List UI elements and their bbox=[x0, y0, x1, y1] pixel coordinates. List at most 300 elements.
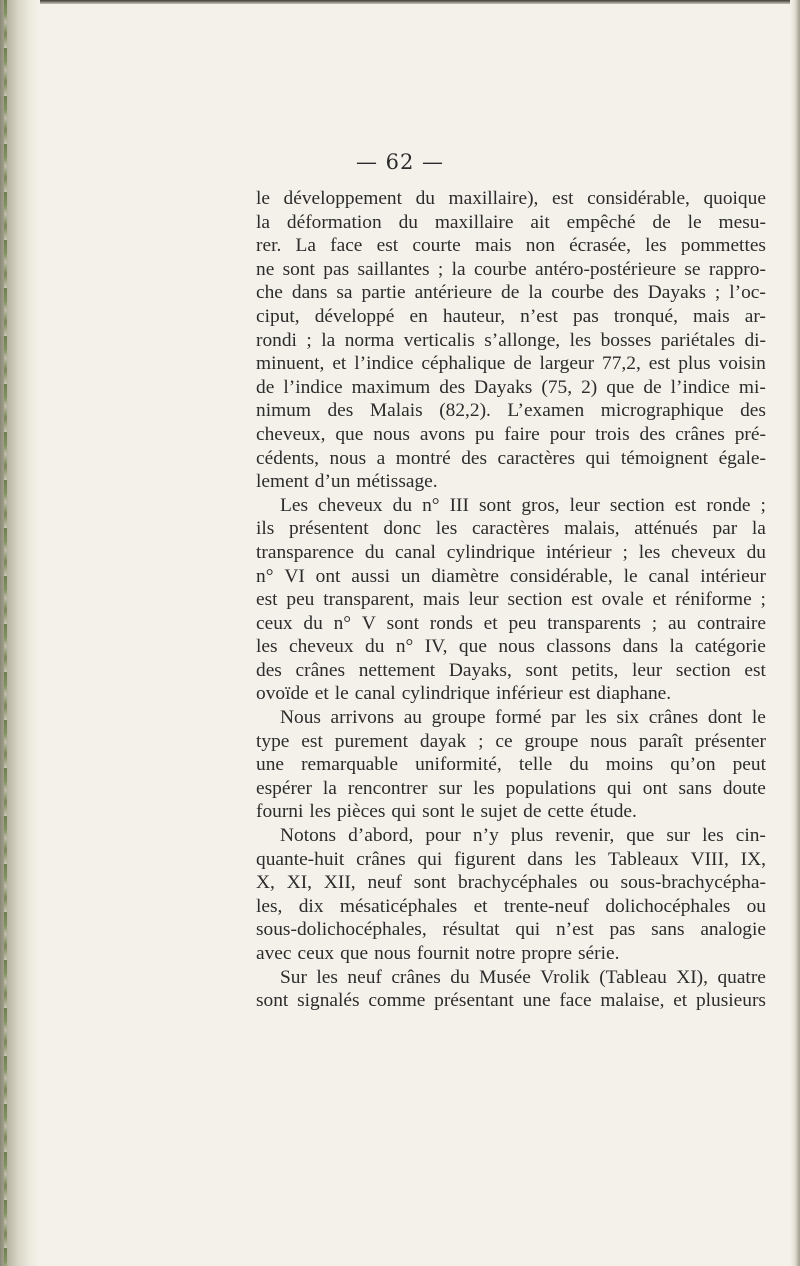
word: nous bbox=[329, 447, 367, 469]
word: leur bbox=[468, 589, 499, 611]
word: présentent bbox=[289, 518, 369, 540]
word: courbe bbox=[551, 282, 605, 304]
word: les bbox=[569, 329, 592, 351]
word: du bbox=[364, 541, 385, 563]
word: ont bbox=[642, 777, 668, 799]
word: s’allonge, bbox=[484, 329, 561, 351]
word: mais bbox=[423, 589, 460, 611]
word: Malais bbox=[369, 400, 423, 422]
word: nous bbox=[374, 943, 411, 964]
word: est bbox=[376, 235, 399, 257]
text-line bbox=[256, 399, 766, 423]
text-line bbox=[256, 470, 766, 494]
word: X, bbox=[256, 872, 275, 894]
word: nettement bbox=[358, 659, 436, 681]
word: dans bbox=[291, 282, 328, 304]
word: analogie bbox=[700, 919, 766, 941]
word: cin- bbox=[735, 825, 766, 847]
word: n’est bbox=[520, 305, 558, 327]
word: largeur bbox=[539, 353, 595, 375]
text-line bbox=[256, 211, 766, 235]
word: ne bbox=[256, 258, 275, 280]
word: mi- bbox=[738, 376, 766, 398]
word: que bbox=[458, 636, 487, 658]
word: est bbox=[568, 683, 591, 705]
word: est bbox=[551, 188, 574, 209]
word: le bbox=[751, 707, 766, 729]
word: les bbox=[256, 636, 278, 658]
word: qui bbox=[515, 919, 541, 941]
word: crânes bbox=[675, 423, 725, 445]
word: mais bbox=[693, 305, 730, 327]
word: au bbox=[403, 707, 422, 729]
text-line bbox=[256, 800, 766, 824]
word: 77,2, bbox=[602, 353, 641, 375]
word: qu’on bbox=[670, 754, 716, 776]
word: leur bbox=[632, 659, 663, 681]
word: XI, bbox=[286, 872, 313, 894]
word: les bbox=[316, 966, 338, 988]
word: nous bbox=[373, 423, 410, 445]
word: l’indice bbox=[283, 376, 343, 398]
word: que bbox=[626, 825, 655, 847]
word: ; bbox=[714, 282, 721, 304]
word: intérieur bbox=[700, 565, 766, 587]
word: la bbox=[321, 329, 336, 351]
word: crânes bbox=[295, 659, 346, 681]
word: le bbox=[687, 211, 702, 233]
word: Nous bbox=[280, 707, 321, 729]
word: de bbox=[501, 282, 520, 304]
word: fourni bbox=[256, 801, 304, 823]
word: les bbox=[473, 777, 495, 799]
word: doute bbox=[722, 777, 766, 799]
text-line bbox=[256, 329, 766, 353]
word: par bbox=[712, 518, 738, 540]
word: face bbox=[330, 235, 363, 257]
word: intérieur bbox=[545, 541, 612, 563]
word: comme bbox=[368, 990, 426, 1012]
word: et bbox=[473, 895, 488, 917]
word: des bbox=[612, 282, 639, 304]
word: caractères bbox=[471, 518, 550, 540]
word: di- bbox=[744, 329, 766, 351]
word: n° bbox=[422, 494, 440, 516]
word: dolichocéphales bbox=[605, 895, 731, 917]
word: sur bbox=[666, 825, 691, 847]
word: ceux bbox=[297, 943, 335, 964]
word: maximum bbox=[351, 376, 431, 398]
word: espérer bbox=[256, 777, 312, 799]
word: partie bbox=[361, 282, 406, 304]
page-right-edge bbox=[790, 0, 800, 1266]
word: est bbox=[648, 353, 671, 375]
word: le bbox=[623, 565, 638, 587]
word: pour bbox=[425, 825, 461, 847]
text-line bbox=[256, 753, 766, 777]
word: sont bbox=[422, 801, 455, 823]
word: groupe bbox=[431, 707, 486, 729]
word: en bbox=[409, 305, 428, 327]
word: diamètre bbox=[431, 565, 500, 587]
word: maxillaire bbox=[434, 211, 514, 233]
word: XII, bbox=[323, 872, 356, 894]
word: montré bbox=[395, 447, 451, 469]
word: déformation bbox=[286, 211, 382, 233]
word: égale- bbox=[718, 447, 766, 469]
word: antéro-postérieure bbox=[535, 258, 677, 280]
word: inférieur bbox=[496, 683, 563, 705]
word: et bbox=[314, 683, 329, 705]
word: cheveux bbox=[288, 636, 354, 658]
word: rer. bbox=[256, 235, 282, 257]
word: saillantes bbox=[357, 258, 430, 280]
word: brachycéphales bbox=[457, 872, 578, 894]
word: sous-dolichocéphales, bbox=[256, 919, 427, 941]
word: Dayaks bbox=[474, 376, 533, 398]
word: sans bbox=[651, 919, 685, 941]
word: ; bbox=[760, 494, 766, 516]
text-line bbox=[256, 588, 766, 612]
word: une bbox=[256, 754, 284, 776]
word: signalés bbox=[297, 990, 360, 1012]
text-line bbox=[256, 423, 766, 447]
word: cylindrique bbox=[446, 541, 536, 563]
text-line bbox=[256, 565, 766, 589]
word: d’abord, bbox=[348, 825, 414, 847]
text-line bbox=[256, 258, 766, 282]
word: témoignent bbox=[620, 447, 709, 469]
word: dayak bbox=[419, 730, 467, 752]
word: des bbox=[439, 376, 466, 398]
word: les bbox=[574, 848, 597, 870]
word: pariétales bbox=[660, 329, 735, 351]
word: ovoïde bbox=[256, 683, 309, 705]
word: rondi bbox=[256, 329, 297, 351]
word: fournit bbox=[416, 943, 470, 964]
word: ciput, bbox=[256, 305, 300, 327]
text-line bbox=[256, 682, 766, 706]
word: notre bbox=[475, 943, 516, 964]
word: courbe bbox=[473, 258, 527, 280]
word: ceux bbox=[256, 612, 293, 634]
word: maxillaire), bbox=[448, 188, 539, 209]
word: de bbox=[643, 376, 662, 398]
word: ronds bbox=[429, 612, 473, 634]
word: ait bbox=[530, 211, 550, 233]
word: pré- bbox=[734, 423, 766, 445]
word: a bbox=[376, 447, 386, 469]
word: pas bbox=[609, 919, 636, 941]
word: et bbox=[483, 612, 498, 634]
word: (Tableau bbox=[599, 966, 667, 988]
word: propre bbox=[521, 943, 572, 964]
word: trente-neuf bbox=[503, 895, 589, 917]
word: transparent, bbox=[323, 589, 415, 611]
word: antérieure bbox=[414, 282, 493, 304]
word: peut bbox=[732, 754, 766, 776]
word: catégorie bbox=[694, 636, 766, 658]
word: XI), bbox=[676, 966, 708, 988]
word: la bbox=[451, 258, 466, 280]
word: purement bbox=[334, 730, 408, 752]
word: arrivons bbox=[330, 707, 395, 729]
word: 2) bbox=[581, 376, 598, 398]
word: le bbox=[460, 801, 475, 823]
word: faire bbox=[504, 423, 540, 445]
word: bosses bbox=[600, 329, 652, 351]
word: des bbox=[740, 400, 766, 422]
word: donc bbox=[383, 518, 422, 540]
text-line bbox=[256, 730, 766, 754]
text-line bbox=[256, 517, 766, 541]
word: qui bbox=[585, 447, 611, 469]
word: présentant bbox=[434, 990, 514, 1012]
word: réniforme bbox=[675, 589, 752, 611]
word: la bbox=[528, 282, 543, 304]
page-top-edge bbox=[0, 0, 800, 4]
word: lement bbox=[256, 471, 309, 493]
word: rappro- bbox=[708, 258, 766, 280]
word: que bbox=[606, 376, 635, 398]
word: considérable, bbox=[509, 565, 613, 587]
word: paraît bbox=[638, 730, 683, 752]
word: cette bbox=[547, 801, 585, 823]
word: sujet bbox=[480, 801, 518, 823]
word: norma bbox=[344, 329, 395, 351]
word: les bbox=[309, 801, 331, 823]
text-line bbox=[256, 281, 766, 305]
word: moins bbox=[605, 754, 654, 776]
word: les bbox=[585, 707, 607, 729]
word: telle bbox=[518, 754, 553, 776]
word: du bbox=[415, 188, 435, 209]
word: les bbox=[638, 541, 661, 563]
word: atténués bbox=[634, 518, 698, 540]
word: est bbox=[571, 589, 593, 611]
word: malaise, bbox=[600, 990, 665, 1012]
text-line bbox=[256, 376, 766, 400]
word: sous-brachycépha- bbox=[620, 872, 766, 894]
word: les bbox=[645, 235, 667, 257]
word: petits, bbox=[571, 659, 619, 681]
word: section bbox=[609, 494, 665, 516]
text-line bbox=[256, 942, 766, 966]
word: la bbox=[669, 636, 684, 658]
word: résultat bbox=[442, 919, 500, 941]
word: de bbox=[256, 376, 275, 398]
word: micrographique bbox=[600, 400, 724, 422]
word: dont bbox=[707, 707, 743, 729]
word: neuf bbox=[367, 872, 402, 894]
word: de bbox=[652, 211, 671, 233]
word: VI bbox=[284, 565, 305, 587]
word: pas bbox=[572, 305, 599, 327]
word: de bbox=[523, 801, 542, 823]
word: sont bbox=[413, 872, 447, 894]
word: VIII, bbox=[690, 848, 729, 870]
word: formé bbox=[495, 707, 542, 729]
word: Dayaks, bbox=[448, 659, 512, 681]
word: la bbox=[751, 518, 766, 540]
word: du bbox=[569, 754, 589, 776]
word: est bbox=[256, 589, 278, 611]
word: pièces bbox=[336, 801, 386, 823]
word: est bbox=[744, 659, 766, 681]
word: empêché bbox=[566, 211, 636, 233]
word: au bbox=[667, 612, 687, 634]
word: ovale bbox=[601, 589, 644, 611]
word: canal bbox=[354, 683, 396, 705]
word: présenter bbox=[694, 730, 766, 752]
word: sa bbox=[336, 282, 353, 304]
word: nous bbox=[590, 730, 627, 752]
text-line bbox=[256, 305, 766, 329]
word: peu bbox=[508, 612, 537, 634]
word: du bbox=[365, 636, 385, 658]
word: groupe bbox=[524, 730, 579, 752]
word: contraire bbox=[697, 612, 766, 634]
word: aussi bbox=[351, 565, 391, 587]
word: cheveux bbox=[671, 541, 736, 563]
word: ; bbox=[306, 329, 312, 351]
word: sont bbox=[386, 612, 419, 634]
word: Vrolik bbox=[540, 966, 590, 988]
word: crânes bbox=[391, 966, 441, 988]
word: che bbox=[256, 282, 283, 304]
word: plusieurs bbox=[695, 990, 766, 1012]
word: se bbox=[684, 258, 701, 280]
word: le bbox=[256, 188, 270, 209]
word: gros, bbox=[521, 494, 560, 516]
text-line bbox=[256, 895, 766, 919]
text-line bbox=[256, 871, 766, 895]
text-line bbox=[256, 541, 766, 565]
word: que bbox=[340, 943, 369, 964]
page-number: — 62 — bbox=[355, 150, 445, 174]
word: malais, bbox=[564, 518, 620, 540]
word: diaphane. bbox=[596, 683, 672, 705]
word: n° bbox=[395, 636, 414, 658]
word: hauteur, bbox=[442, 305, 506, 327]
word: un bbox=[400, 565, 421, 587]
word: IX, bbox=[740, 848, 766, 870]
word: pas bbox=[323, 258, 350, 280]
word: type bbox=[256, 730, 290, 752]
word: classons bbox=[546, 636, 612, 658]
word: quante-huit bbox=[256, 848, 345, 870]
word: sur bbox=[438, 777, 463, 799]
text-line bbox=[256, 352, 766, 376]
word: Les bbox=[280, 494, 308, 516]
word: pommettes bbox=[680, 235, 766, 257]
word: des bbox=[639, 423, 666, 445]
word: la bbox=[322, 777, 337, 799]
text-line bbox=[256, 494, 766, 518]
word: crânes bbox=[356, 848, 406, 870]
word: canal bbox=[395, 541, 436, 563]
text-line bbox=[256, 989, 766, 1013]
word: sont bbox=[256, 990, 289, 1012]
word: section bbox=[675, 659, 731, 681]
word: La bbox=[295, 235, 316, 257]
word: peu bbox=[286, 589, 315, 611]
word: de bbox=[513, 353, 532, 375]
text-line bbox=[256, 706, 766, 730]
word: minuent, bbox=[256, 353, 325, 375]
word: (82,2). bbox=[439, 400, 491, 422]
word: neuf bbox=[347, 966, 382, 988]
word: courte bbox=[412, 235, 461, 257]
word: des bbox=[256, 659, 282, 681]
word: ; bbox=[651, 612, 658, 634]
word: cédents, bbox=[256, 447, 319, 469]
word: six bbox=[616, 707, 640, 729]
text-line bbox=[256, 777, 766, 801]
word: figurent bbox=[454, 848, 516, 870]
word: les bbox=[435, 518, 458, 540]
word: rencontrer bbox=[347, 777, 428, 799]
word: plus bbox=[510, 825, 544, 847]
word: n° bbox=[256, 565, 274, 587]
word: plus bbox=[678, 353, 711, 375]
body-text bbox=[256, 187, 766, 1013]
word: ; bbox=[478, 730, 484, 752]
word: ou bbox=[746, 895, 766, 917]
word: développement bbox=[283, 188, 403, 209]
text-line bbox=[256, 612, 766, 636]
word: section bbox=[507, 589, 563, 611]
page-binding-edge bbox=[0, 0, 40, 1266]
word: du bbox=[303, 612, 323, 634]
word: quatre bbox=[717, 966, 766, 988]
word: sont bbox=[282, 258, 315, 280]
text-line bbox=[256, 966, 766, 990]
word: ronde bbox=[706, 494, 751, 516]
word: populations bbox=[505, 777, 597, 799]
word: du bbox=[398, 211, 418, 233]
word: caractères bbox=[497, 447, 576, 469]
word: transparents bbox=[547, 612, 641, 634]
word: ont bbox=[315, 565, 341, 587]
word: étude. bbox=[590, 801, 637, 823]
word: que bbox=[335, 423, 364, 445]
word: l’indice bbox=[354, 353, 414, 375]
text-line bbox=[256, 187, 766, 211]
word: ; bbox=[760, 589, 766, 611]
word: les bbox=[702, 825, 724, 847]
word: ; bbox=[622, 541, 628, 563]
word: ar- bbox=[744, 305, 766, 327]
word: et bbox=[332, 353, 347, 375]
word: n’y bbox=[472, 825, 499, 847]
word: n’est bbox=[555, 919, 594, 941]
word: dans bbox=[527, 848, 563, 870]
word: nimum bbox=[256, 400, 311, 422]
word: céphalique bbox=[421, 353, 506, 375]
word: non bbox=[525, 235, 555, 257]
word: cylindrique bbox=[401, 683, 490, 705]
text-line bbox=[256, 447, 766, 471]
word: ce bbox=[495, 730, 513, 752]
word: des bbox=[461, 447, 488, 469]
word: est bbox=[301, 730, 323, 752]
word: tronqué, bbox=[613, 305, 678, 327]
word: sont bbox=[525, 659, 558, 681]
word: avons bbox=[419, 423, 466, 445]
word: verticalis bbox=[403, 329, 475, 351]
text-line bbox=[256, 659, 766, 683]
